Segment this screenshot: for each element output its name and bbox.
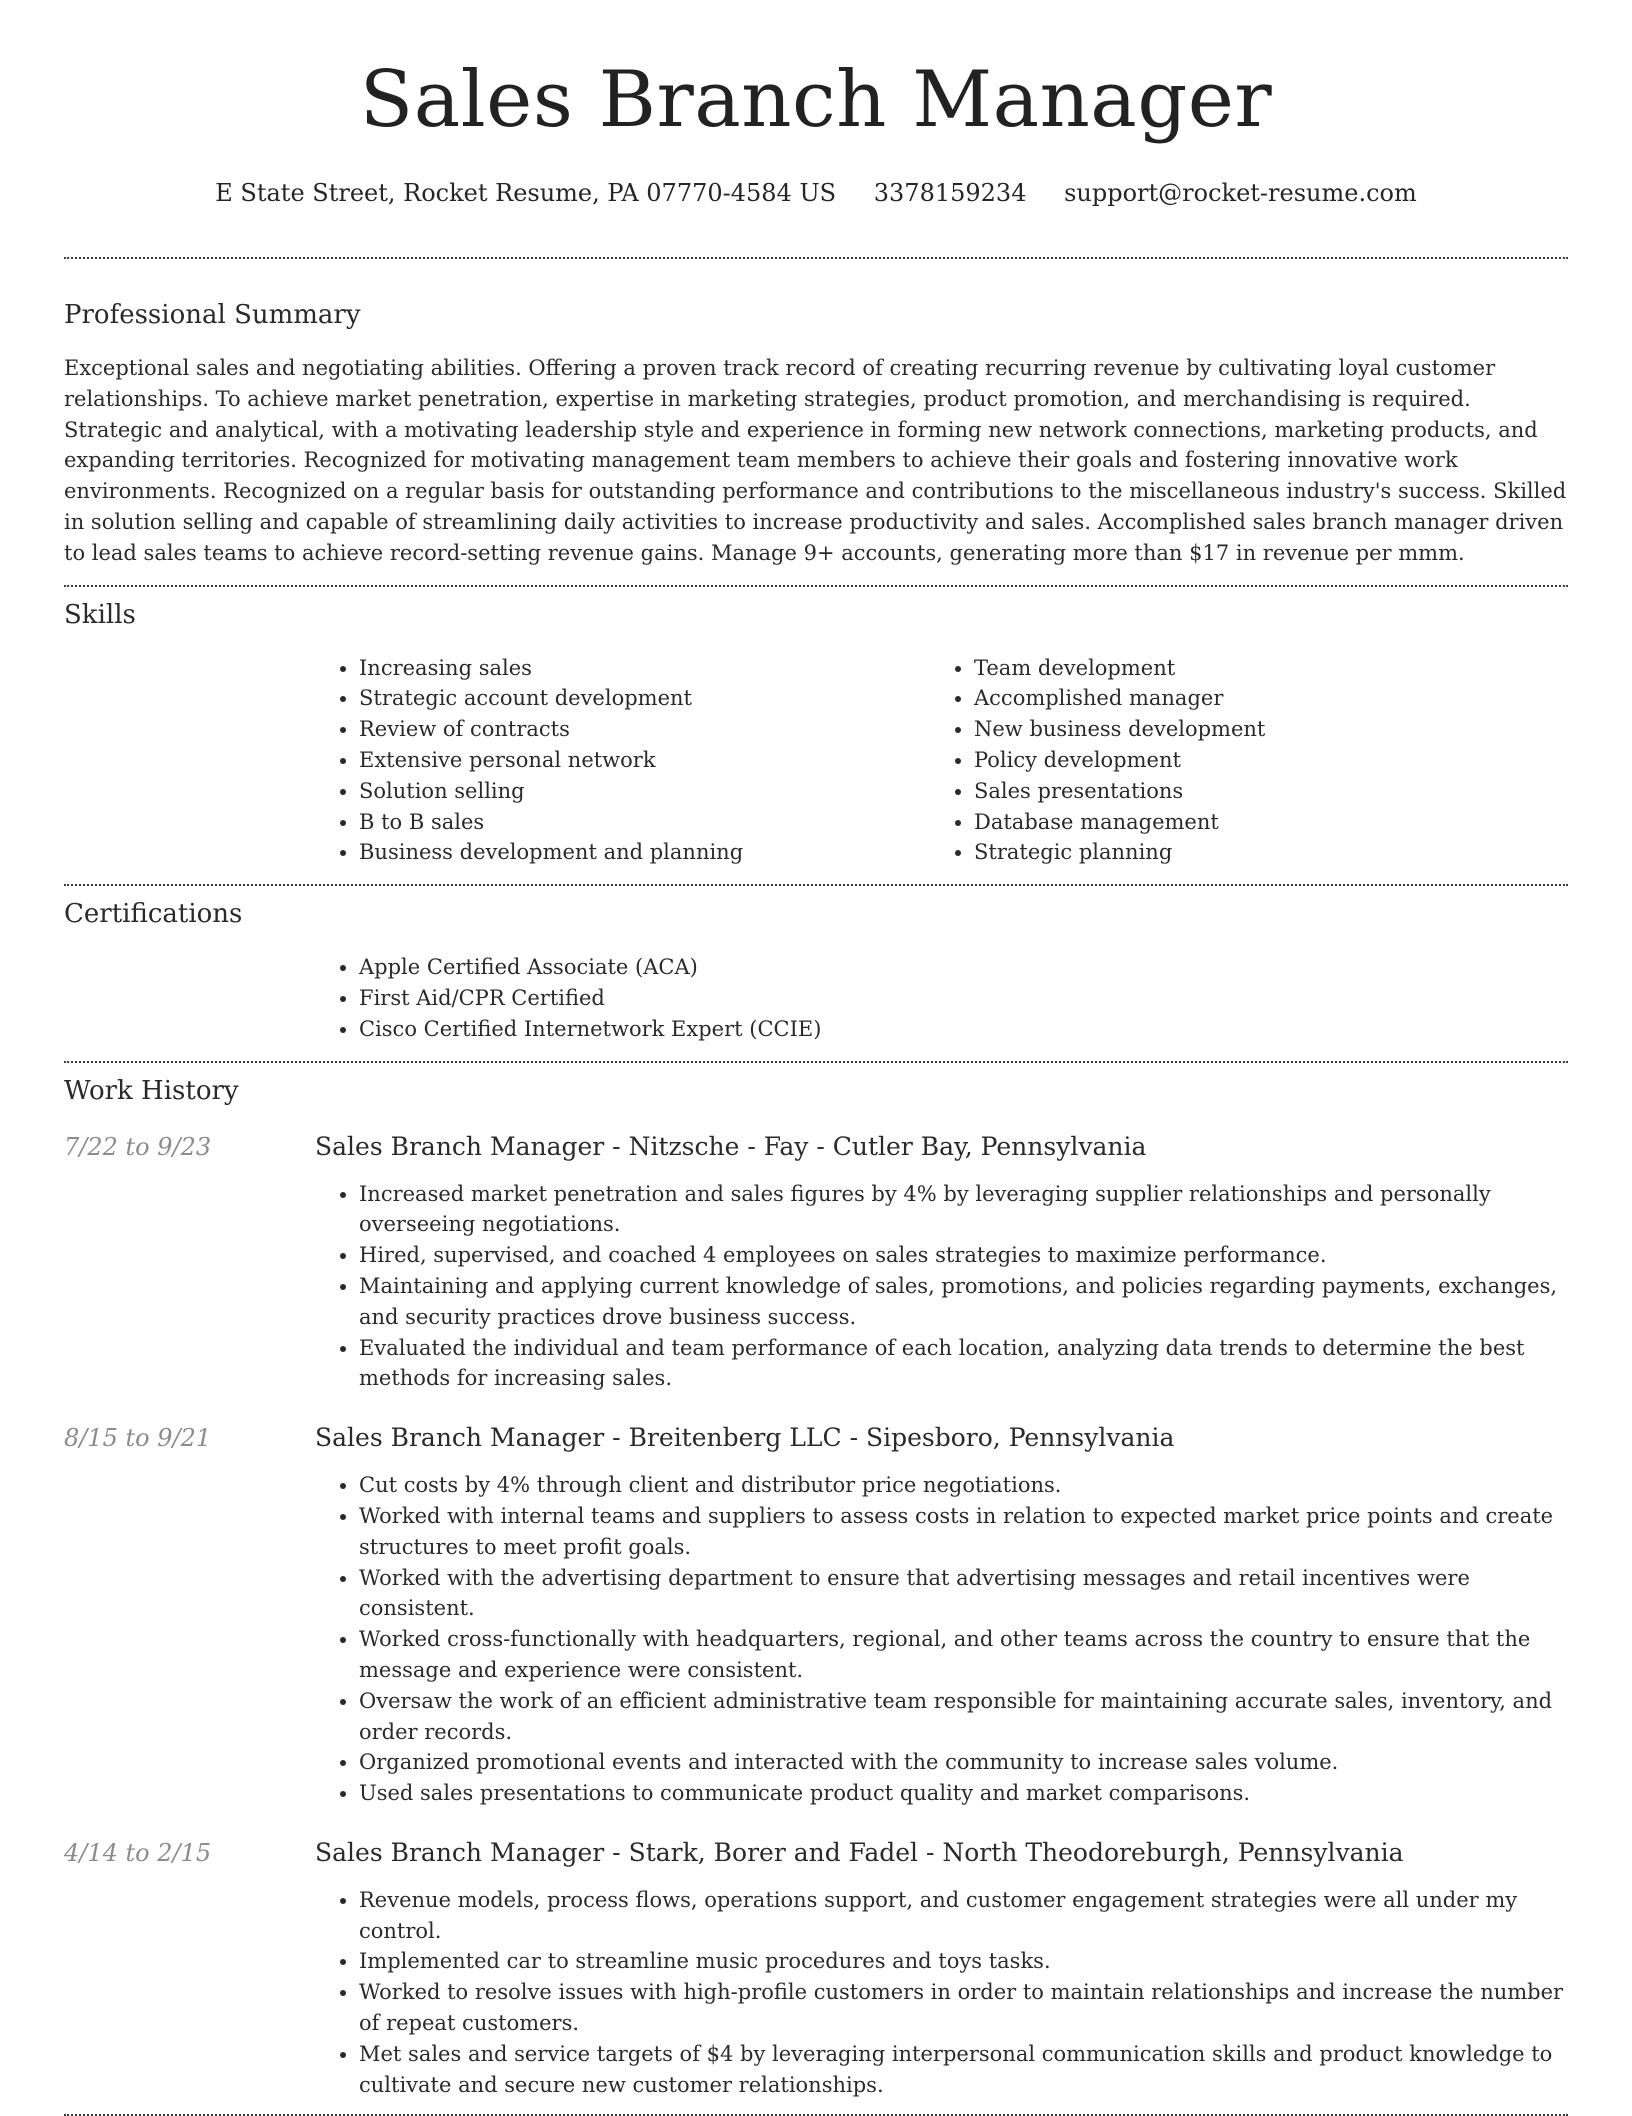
skill-item: • Extensive personal network: [359, 745, 930, 776]
candidate-name: Sales Branch Manager: [359, 55, 1273, 145]
job-bullet: • Cut costs by 4% through client and distributor price negotiations.: [359, 1470, 1568, 1501]
skill-item: • Review of contracts: [359, 714, 930, 745]
job-header: [64, 1837, 1568, 1869]
job-title: Sales Branch Manager - Stark, Borer and Fadel - North Theodoreburgh, Pennsylvania: [315, 1837, 1404, 1867]
job-entry: [64, 1422, 1568, 1809]
summary-text: Exceptional sales and negotiating abilities. Offering a proven track record of creating recurring revenue by cultivating loyal customer relationships. To achieve market penetration, expertise in marketing strategies, product promotion, and merchandising is required. Strategic and analytical, with a motivating leadership style and experience in forming new network connections, marketing products, and expanding territories. Recognized for motivating management team members to achieve their goals and fostering innovative work environments. Recognized on a regular basis for outstanding performance and contributions to the miscellaneous industry's success. Skilled in solution selling and capable of streamlining daily activities to increase productivity and sales. Accomplished sales branch manager driven to lead sales teams to achieve record-setting revenue gains. Manage 9+ accounts, generating more than $17 in revenue per mmm.: [64, 356, 1567, 565]
certification-item: • First Aid/CPR Certified: [359, 983, 1568, 1014]
contact-email: support@rocket-resume.com: [1064, 179, 1417, 207]
job-header: [64, 1422, 1568, 1454]
skills-columns: [315, 653, 1568, 869]
skill-item: • Solution selling: [359, 776, 930, 807]
skills-section: [64, 599, 1568, 869]
job-bullet: • Worked with internal teams and suppliers to assess costs in relation to expected market price points and create structures to meet profit goals.: [359, 1501, 1568, 1563]
job-body: [315, 1885, 1568, 2101]
contact-address: E State Street, Rocket Resume, PA 07770-4584 US: [215, 179, 837, 207]
work-history-title: Work History: [64, 1075, 239, 1106]
skills-list-left: [315, 653, 930, 869]
certification-item: • Apple Certified Associate (ACA): [359, 952, 1568, 983]
skill-item: • New business development: [974, 714, 1545, 745]
job-bullets: [315, 1885, 1568, 2101]
skill-item: • Sales presentations: [974, 776, 1545, 807]
skill-item: • Policy development: [974, 745, 1545, 776]
certifications-title: Certifications: [64, 899, 243, 930]
skill-item: • Increasing sales: [359, 653, 930, 684]
job-bullet: • Worked to resolve issues with high-profile customers in order to maintain relationships and increase the number of repeat customers.: [359, 1977, 1568, 2039]
contact-line: [64, 178, 1568, 208]
skills-title: Skills: [64, 599, 136, 630]
job-bullet: • Evaluated the individual and team performance of each location, analyzing data trends to determine the best methods for increasing sales.: [359, 1333, 1568, 1395]
job-body: [315, 1470, 1568, 1809]
job-bullet: • Hired, supervised, and coached 4 employees on sales strategies to maximize performance.: [359, 1240, 1568, 1271]
job-entry: [64, 1131, 1568, 1395]
certifications-body: [315, 952, 1568, 1044]
job-bullet: • Used sales presentations to communicate product quality and market comparisons.: [359, 1778, 1568, 1809]
job-bullet: • Increased market penetration and sales figures by 4% by leveraging supplier relationships and personally overseeing negotiations.: [359, 1179, 1568, 1241]
job-bullet: • Worked with the advertising department to ensure that advertising messages and retail incentives were consistent.: [359, 1563, 1568, 1625]
work-history-section: [64, 1075, 1568, 2101]
skill-item: • Team development: [974, 653, 1545, 684]
job-bullets: [315, 1470, 1568, 1809]
skill-item: • Accomplished manager: [974, 683, 1545, 714]
job-bullet: • Worked cross-functionally with headquarters, regional, and other teams across the country to ensure that the message and experience were consistent.: [359, 1624, 1568, 1686]
contact-phone: 3378159234: [873, 179, 1027, 207]
job-dates: 4/14 to 2/15: [64, 1838, 212, 1867]
section-divider: [64, 1061, 1568, 1063]
job-bullet: • Maintaining and applying current knowledge of sales, promotions, and policies regarding payments, exchanges, and security practices drove business success.: [359, 1271, 1568, 1333]
summary-title: Professional Summary: [64, 300, 361, 330]
certifications-section: [64, 898, 1568, 1044]
skill-item: • Business development and planning: [359, 837, 930, 868]
job-bullet: • Oversaw the work of an efficient administrative team responsible for maintaining accurate sales, inventory, and order records.: [359, 1686, 1568, 1748]
section-divider: [64, 585, 1568, 587]
job-bullet: • Organized promotional events and interacted with the community to increase sales volume.: [359, 1747, 1568, 1778]
skills-column-right: [930, 653, 1545, 869]
job-bullet: • Revenue models, process flows, operations support, and customer engagement strategies were all under my control.: [359, 1885, 1568, 1947]
skill-item: • Strategic account development: [359, 683, 930, 714]
job-entry: [64, 1837, 1568, 2101]
skill-item: • Strategic planning: [974, 837, 1545, 868]
job-bullets: [315, 1179, 1568, 1395]
skills-column-left: [315, 653, 930, 869]
skills-list-right: [930, 653, 1545, 869]
summary-section: [64, 299, 1568, 569]
job-bullet: • Implemented car to streamline music procedures and toys tasks.: [359, 1946, 1568, 1977]
job-bullet: • Met sales and service targets of $4 by leveraging interpersonal communication skills and product knowledge to cultivate and secure new customer relationships.: [359, 2039, 1568, 2101]
job-dates: 7/22 to 9/23: [64, 1132, 212, 1161]
job-header: [64, 1131, 1568, 1163]
skill-item: • B to B sales: [359, 807, 930, 838]
job-title: Sales Branch Manager - Nitzsche - Fay - Cutler Bay, Pennsylvania: [315, 1131, 1147, 1161]
job-dates: 8/15 to 9/21: [64, 1424, 212, 1453]
skill-item: • Database management: [974, 807, 1545, 838]
section-divider: [64, 884, 1568, 886]
certification-item: • Cisco Certified Internetwork Expert (CCIE): [359, 1014, 1568, 1045]
job-title: Sales Branch Manager - Breitenberg LLC - Sipesboro, Pennsylvania: [315, 1423, 1175, 1453]
job-body: [315, 1179, 1568, 1395]
certifications-list: [315, 952, 1568, 1044]
header-divider: [64, 257, 1568, 259]
